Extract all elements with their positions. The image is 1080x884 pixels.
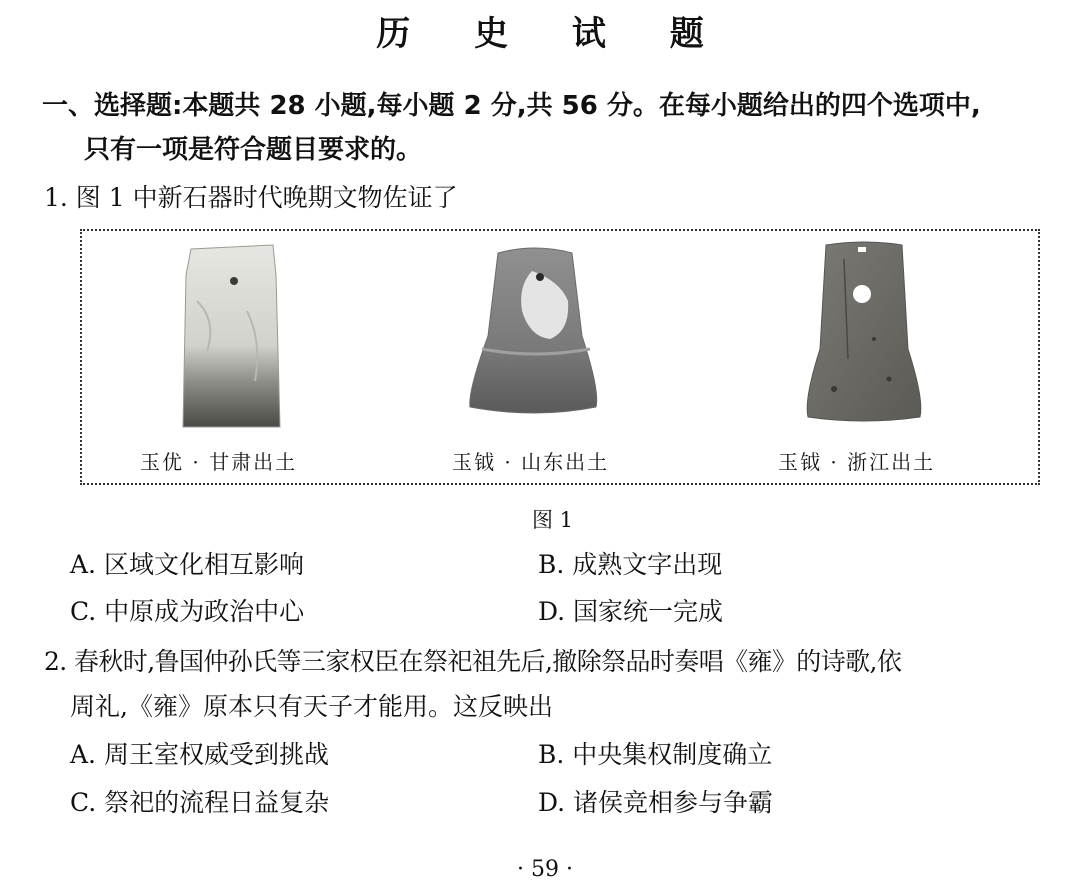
jade-axe-shandong-image (460, 241, 610, 416)
figure-1-caption-zhejiang: 玉钺 · 浙江出土 (778, 450, 936, 474)
section-instructions-line-1: 一、选择题:本题共 28 小题,每小题 2 分,共 56 分。在每小题给出的四个选项中, (42, 91, 981, 121)
question-2-option-d: D. 诸侯竞相参与争霸 (538, 788, 774, 817)
figure-1-caption-gansu: 玉优 · 甘肃出土 (140, 450, 298, 474)
section-instructions-line-2: 只有一项是符合题目要求的。 (84, 135, 423, 165)
jade-artifact-gansu-image (177, 241, 289, 431)
jade-axe-zhejiang-image (804, 239, 924, 424)
page-number: · 59 · (517, 857, 573, 882)
question-1-option-c: C. 中原成为政治中心 (70, 597, 305, 626)
figure-1-caption-shandong: 玉钺 · 山东出土 (452, 450, 610, 474)
question-2-option-a: A. 周王室权威受到挑战 (70, 740, 329, 769)
question-2-stem-line-1: 2. 春秋时,鲁国仲孙氏等三家权臣在祭祀祖先后,撤除祭品时奏唱《雍》的诗歌,依 (44, 647, 902, 676)
question-2-option-b: B. 中央集权制度确立 (538, 740, 773, 769)
question-1-option-b: B. 成熟文字出现 (538, 550, 723, 579)
figure-1-label: 图 1 (531, 508, 574, 532)
question-2-stem-line-2: 周礼,《雍》原本只有天子才能用。这反映出 (70, 692, 553, 721)
question-1-option-d: D. 国家统一完成 (538, 597, 724, 626)
figure-1-box (80, 229, 1040, 485)
question-1-option-a: A. 区域文化相互影响 (70, 550, 304, 579)
question-2-option-c: C. 祭祀的流程日益复杂 (70, 788, 330, 817)
page-title: 历 史 试 题 (376, 14, 730, 54)
question-1-stem: 1. 图 1 中新石器时代晚期文物佐证了 (44, 183, 458, 212)
